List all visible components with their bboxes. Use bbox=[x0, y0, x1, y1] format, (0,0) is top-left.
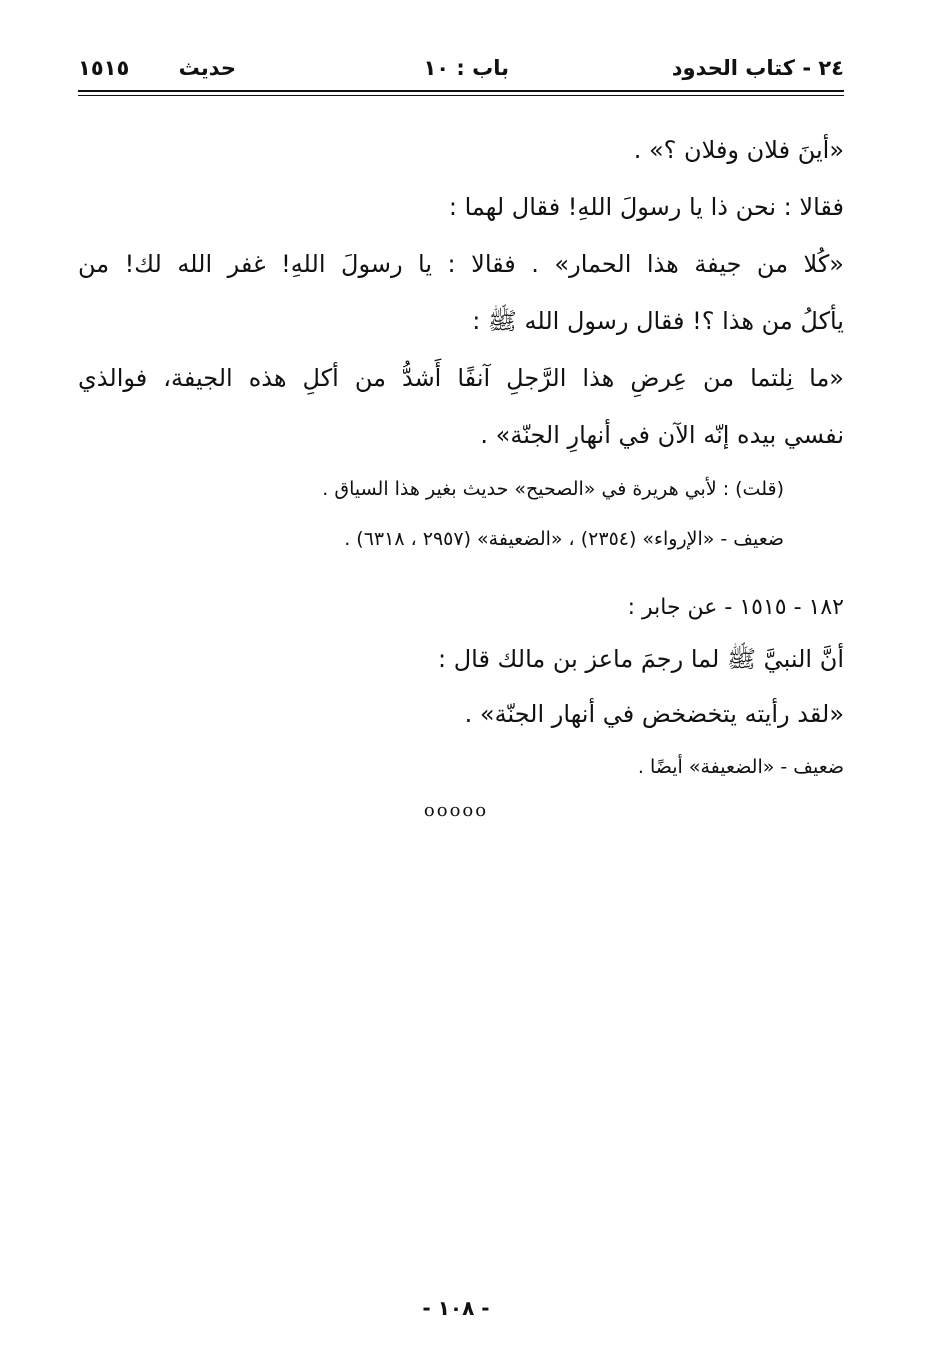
hadith-number: ١٥١٥ bbox=[78, 56, 130, 80]
text-line: أنَّ النبيَّ ﷺ لما رجمَ ماعز بن مالك قال : bbox=[437, 645, 844, 673]
text-line: يأكلُ من هذا ؟! فقال رسول الله ﷺ : bbox=[472, 307, 844, 335]
text-line: «لقد رأيته يتخضخض في أنهار الجنّة» . bbox=[464, 700, 844, 728]
header-rule-thick bbox=[78, 90, 844, 92]
running-header bbox=[78, 52, 844, 88]
text-line: فقالا : نحن ذا يا رسولَ اللهِ! فقال لهما : bbox=[448, 193, 844, 221]
text-line: نفسي بيده إنّه الآن في أنهارِ الجنّة» . bbox=[480, 421, 844, 449]
text-line: «ما نِلتما من عِرضِ هذا الرَّجلِ آنفًا أَشدُّ من أكلِ هذه الجيفة، فوالذي bbox=[78, 364, 844, 392]
page-number: - ١٠٨ - bbox=[422, 1296, 490, 1320]
text-line: «أينَ فلان وفلان ؟» . bbox=[633, 136, 844, 164]
hadith-label: حديث bbox=[178, 56, 236, 80]
hadith-indicator bbox=[78, 56, 236, 80]
page-body bbox=[78, 122, 844, 792]
section-separator: ooooo bbox=[423, 800, 489, 821]
note-line: (قلت) : لأبي هريرة في «الصحيح» حديث بغير هذا السياق . bbox=[322, 478, 784, 500]
grading-line: ضعيف - «الإرواء» (٢٣٥٤) ، «الضعيفة» (٢٩٥٧ ، ٦٣١٨) . bbox=[344, 528, 784, 550]
chapter-title: ٢٤ - كتاب الحدود bbox=[671, 56, 844, 80]
spacer bbox=[78, 564, 844, 584]
section-title: باب : ١٠ bbox=[423, 56, 509, 80]
grading-line: ضعيف - «الضعيفة» أيضًا . bbox=[637, 756, 844, 778]
header-rule-thin bbox=[78, 95, 844, 96]
text-line: «كُلا من جيفة هذا الحمار» . فقالا : يا رسولَ اللهِ! غفر الله لك! من bbox=[78, 250, 844, 278]
hadith-heading: ١٨٢ - ١٥١٥ - عن جابر : bbox=[627, 595, 844, 620]
